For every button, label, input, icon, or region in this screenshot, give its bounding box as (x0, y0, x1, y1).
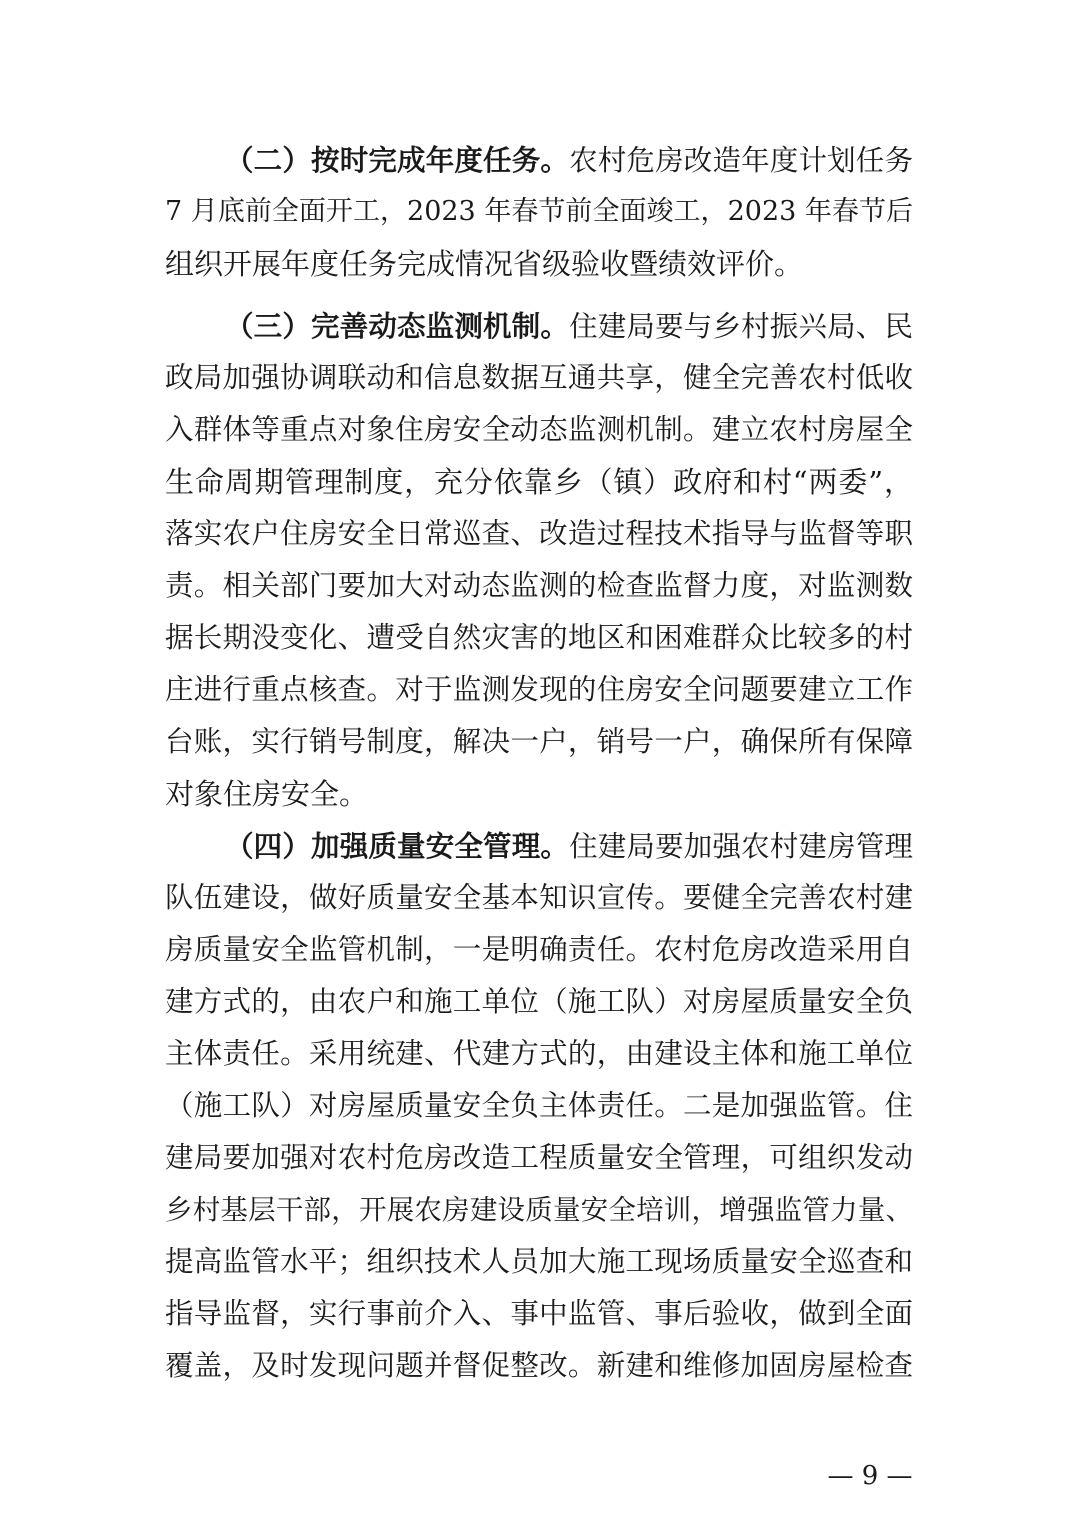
paragraph-line: 责。相关部门要加大对动态监测的检查监督力度，对监测数 (165, 569, 913, 602)
paragraph-line: 据长期没变化、遭受自然灾害的地区和困难群众比较多的村 (165, 621, 913, 654)
page-number: — 9 — (827, 1461, 913, 1491)
section-heading: （四）加强质量安全管理。 (225, 829, 570, 863)
paragraph-line: 队伍建设，做好质量安全基本知识宣传。要健全完善农村建 (165, 881, 913, 914)
paragraph-line: 生命周期管理制度，充分依靠乡（镇）政府和村“两委”， (165, 465, 913, 499)
paragraph-line: 组织开展年度任务完成情况省级验收暨绩效评价。 (165, 247, 804, 281)
paragraph-text: 住建局要加强农村建房管理 (569, 830, 913, 863)
paragraph-line: 庄进行重点核查。对于监测发现的住房安全问题要建立工作 (165, 673, 913, 706)
paragraph-line: 建局要加强对农村危房改造工程质量安全管理，可组织发动 (165, 1141, 913, 1174)
paragraph-text: 住建局要与乡村振兴局、民 (569, 310, 913, 343)
paragraph-line (225, 134, 913, 186)
paragraph-line: 指导监督，实行事前介入、事中监管、事后验收，做到全面 (165, 1297, 913, 1330)
paragraph-line (225, 300, 913, 352)
section-heading: （二）按时完成年度任务。 (225, 143, 570, 177)
section-heading: （三）完善动态监测机制。 (225, 309, 570, 343)
paragraph-line: 主体责任。采用统建、代建方式的，由建设主体和施工单位 (165, 1037, 913, 1070)
paragraph-line (225, 820, 913, 872)
paragraph-line: 7 月底前全面开工，2023 年春节前全面竣工，2023 年春节后 (165, 196, 913, 227)
paragraph-line: 乡村基层干部，开展农房建设质量安全培训，增强监管力量、 (165, 1194, 913, 1226)
paragraph-line: 落实农户住房安全日常巡查、改造过程技术指导与监督等职 (165, 517, 913, 550)
paragraph-line: 覆盖，及时发现问题并督促整改。新建和维修加固房屋检查 (165, 1349, 913, 1382)
paragraph-line: 房质量安全监管机制，一是明确责任。农村危房改造采用自 (165, 933, 913, 966)
paragraph-line: 提高监管水平；组织技术人员加大施工现场质量安全巡查和 (165, 1245, 913, 1278)
paragraph-line: 政局加强协调联动和信息数据互通共享，健全完善农村低收 (165, 361, 913, 394)
paragraph-line: （施工队）对房屋质量安全负主体责任。二是加强监管。住 (165, 1089, 913, 1122)
paragraph-line: 台账，实行销号制度，解决一户，销号一户，确保所有保障 (165, 725, 913, 758)
paragraph-line: 对象住房安全。 (165, 777, 369, 811)
paragraph-line: 建方式的，由农户和施工单位（施工队）对房屋质量安全负 (165, 985, 913, 1018)
paragraph-line: 入群体等重点对象住房安全动态监测机制。建立农村房屋全 (165, 413, 913, 446)
paragraph-text: 农村危房改造年度计划任务 (569, 144, 913, 177)
